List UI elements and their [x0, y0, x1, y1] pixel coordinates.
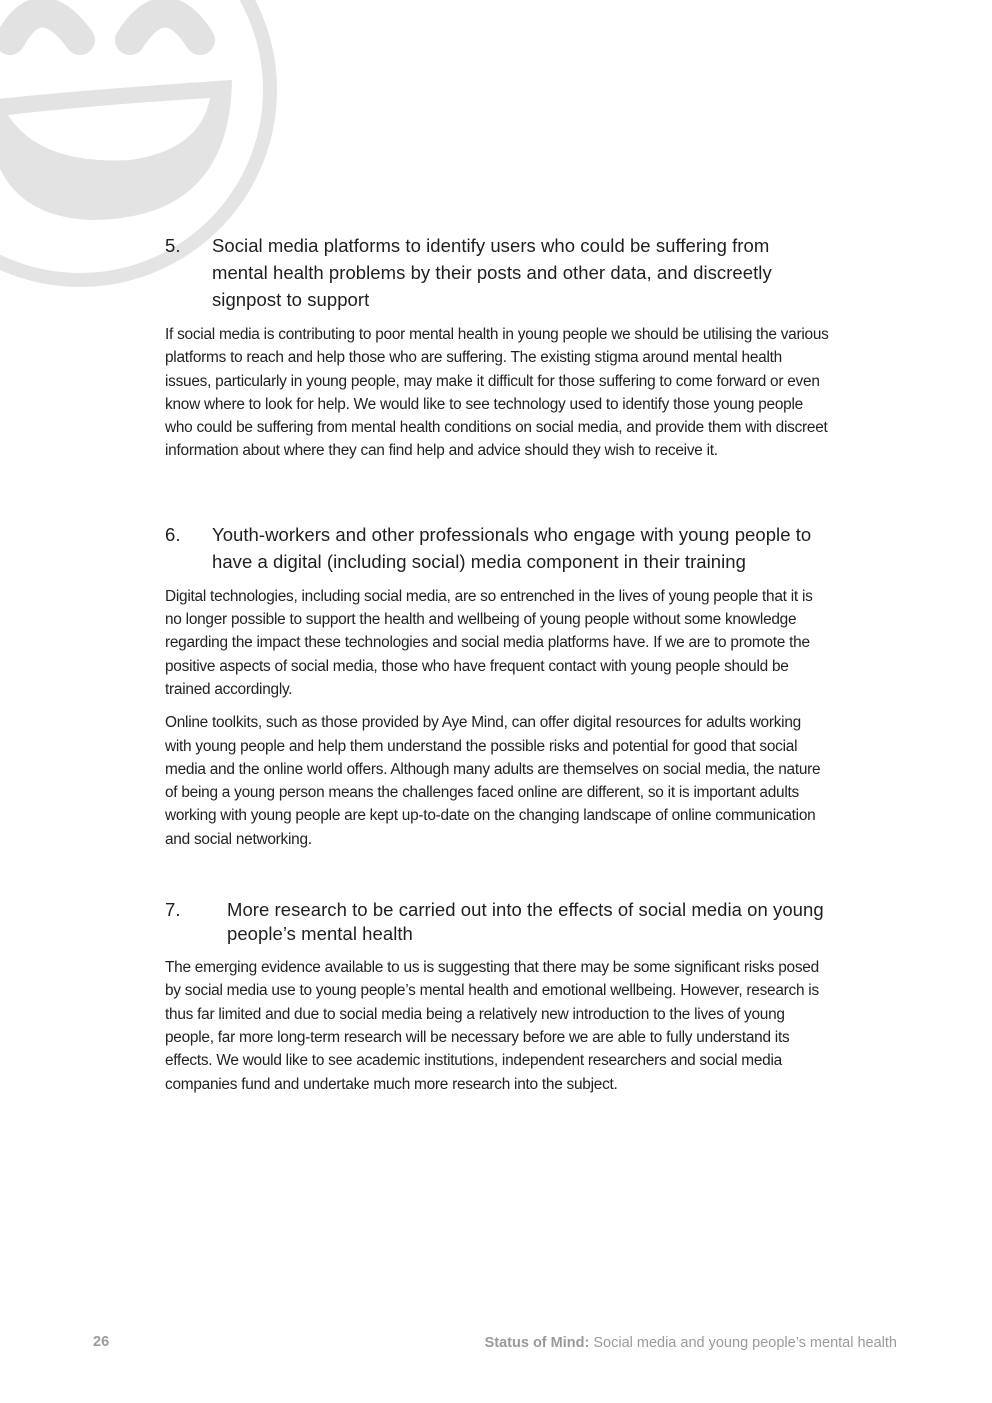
- recommendation-number: 5.: [165, 235, 181, 256]
- footer-title-bold: Status of Mind:: [484, 1335, 590, 1351]
- running-footer-title: [485, 1335, 897, 1351]
- body-paragraph: Online toolkits, such as those provided by Aye Mind, can offer digital resources for adults working with young people and help them understand the possible risks and potential for good that social media and the online world offers. Although many adults are themselves on social media, the nature of being a young person means the challenges faced online are different, so it is important adults working with young people are kept up-to-date on the changing landscape of online communication and social networking.: [165, 714, 821, 848]
- recommendation-title: More research to be carried out into the effects of social media on young people’s mental health: [227, 899, 824, 945]
- recommendation-number: 6.: [165, 523, 181, 545]
- page-number: 26: [93, 1334, 110, 1350]
- recommendation-heading: [165, 521, 830, 575]
- body-paragraph: Digital technologies, including social media, are so entrenched in the lives of young people that it is no longer possible to support the health and wellbeing of young people without some knowledge regarding the impact these technologies and social media platforms have. If we are to promote the positive aspects of social media, those who have frequent contact with young people should be trained accordingly.: [165, 587, 813, 698]
- recommendations-content: [165, 232, 830, 1143]
- recommendation-heading: [165, 232, 830, 313]
- body-paragraph: The emerging evidence available to us is suggesting that there may be some significant risks posed by social media use to young people’s mental health and emotional wellbeing. However, research is thus far limited and due to social media being a relatively new introduction to the lives of young people, far more long-term research will be necessary before we are able to fully understand its effects. We would like to see academic institutions, independent researchers and social media companies fund and undertake much more research into the subject.: [165, 959, 819, 1093]
- footer-title-rest: Social media and young people’s mental health: [589, 1335, 897, 1351]
- body-paragraph: If social media is contributing to poor mental health in young people we should be utilising the various platforms to reach and help those who are suffering. The existing stigma around mental health issues, particularly in young people, may make it difficult for those suffering to come forward or even know where to look for help. We would like to see technology used to identify those young people who could be suffering from mental health conditions on social media, and provide them with discreet information about where they can find help and advice should they wish to receive it.: [165, 326, 829, 460]
- recommendation-6: [165, 521, 830, 851]
- recommendation-title: Social media platforms to identify users who could be suffering from mental health problems by their posts and other data, and discreetly signpost to support: [212, 235, 772, 310]
- recommendation-5: [165, 232, 830, 463]
- recommendation-heading: [165, 898, 830, 946]
- recommendation-title: Youth-workers and other professionals who engage with young people to have a digital (including social) media component in their training: [212, 523, 812, 572]
- recommendation-7: [165, 898, 830, 1096]
- recommendation-number: 7.: [165, 899, 181, 921]
